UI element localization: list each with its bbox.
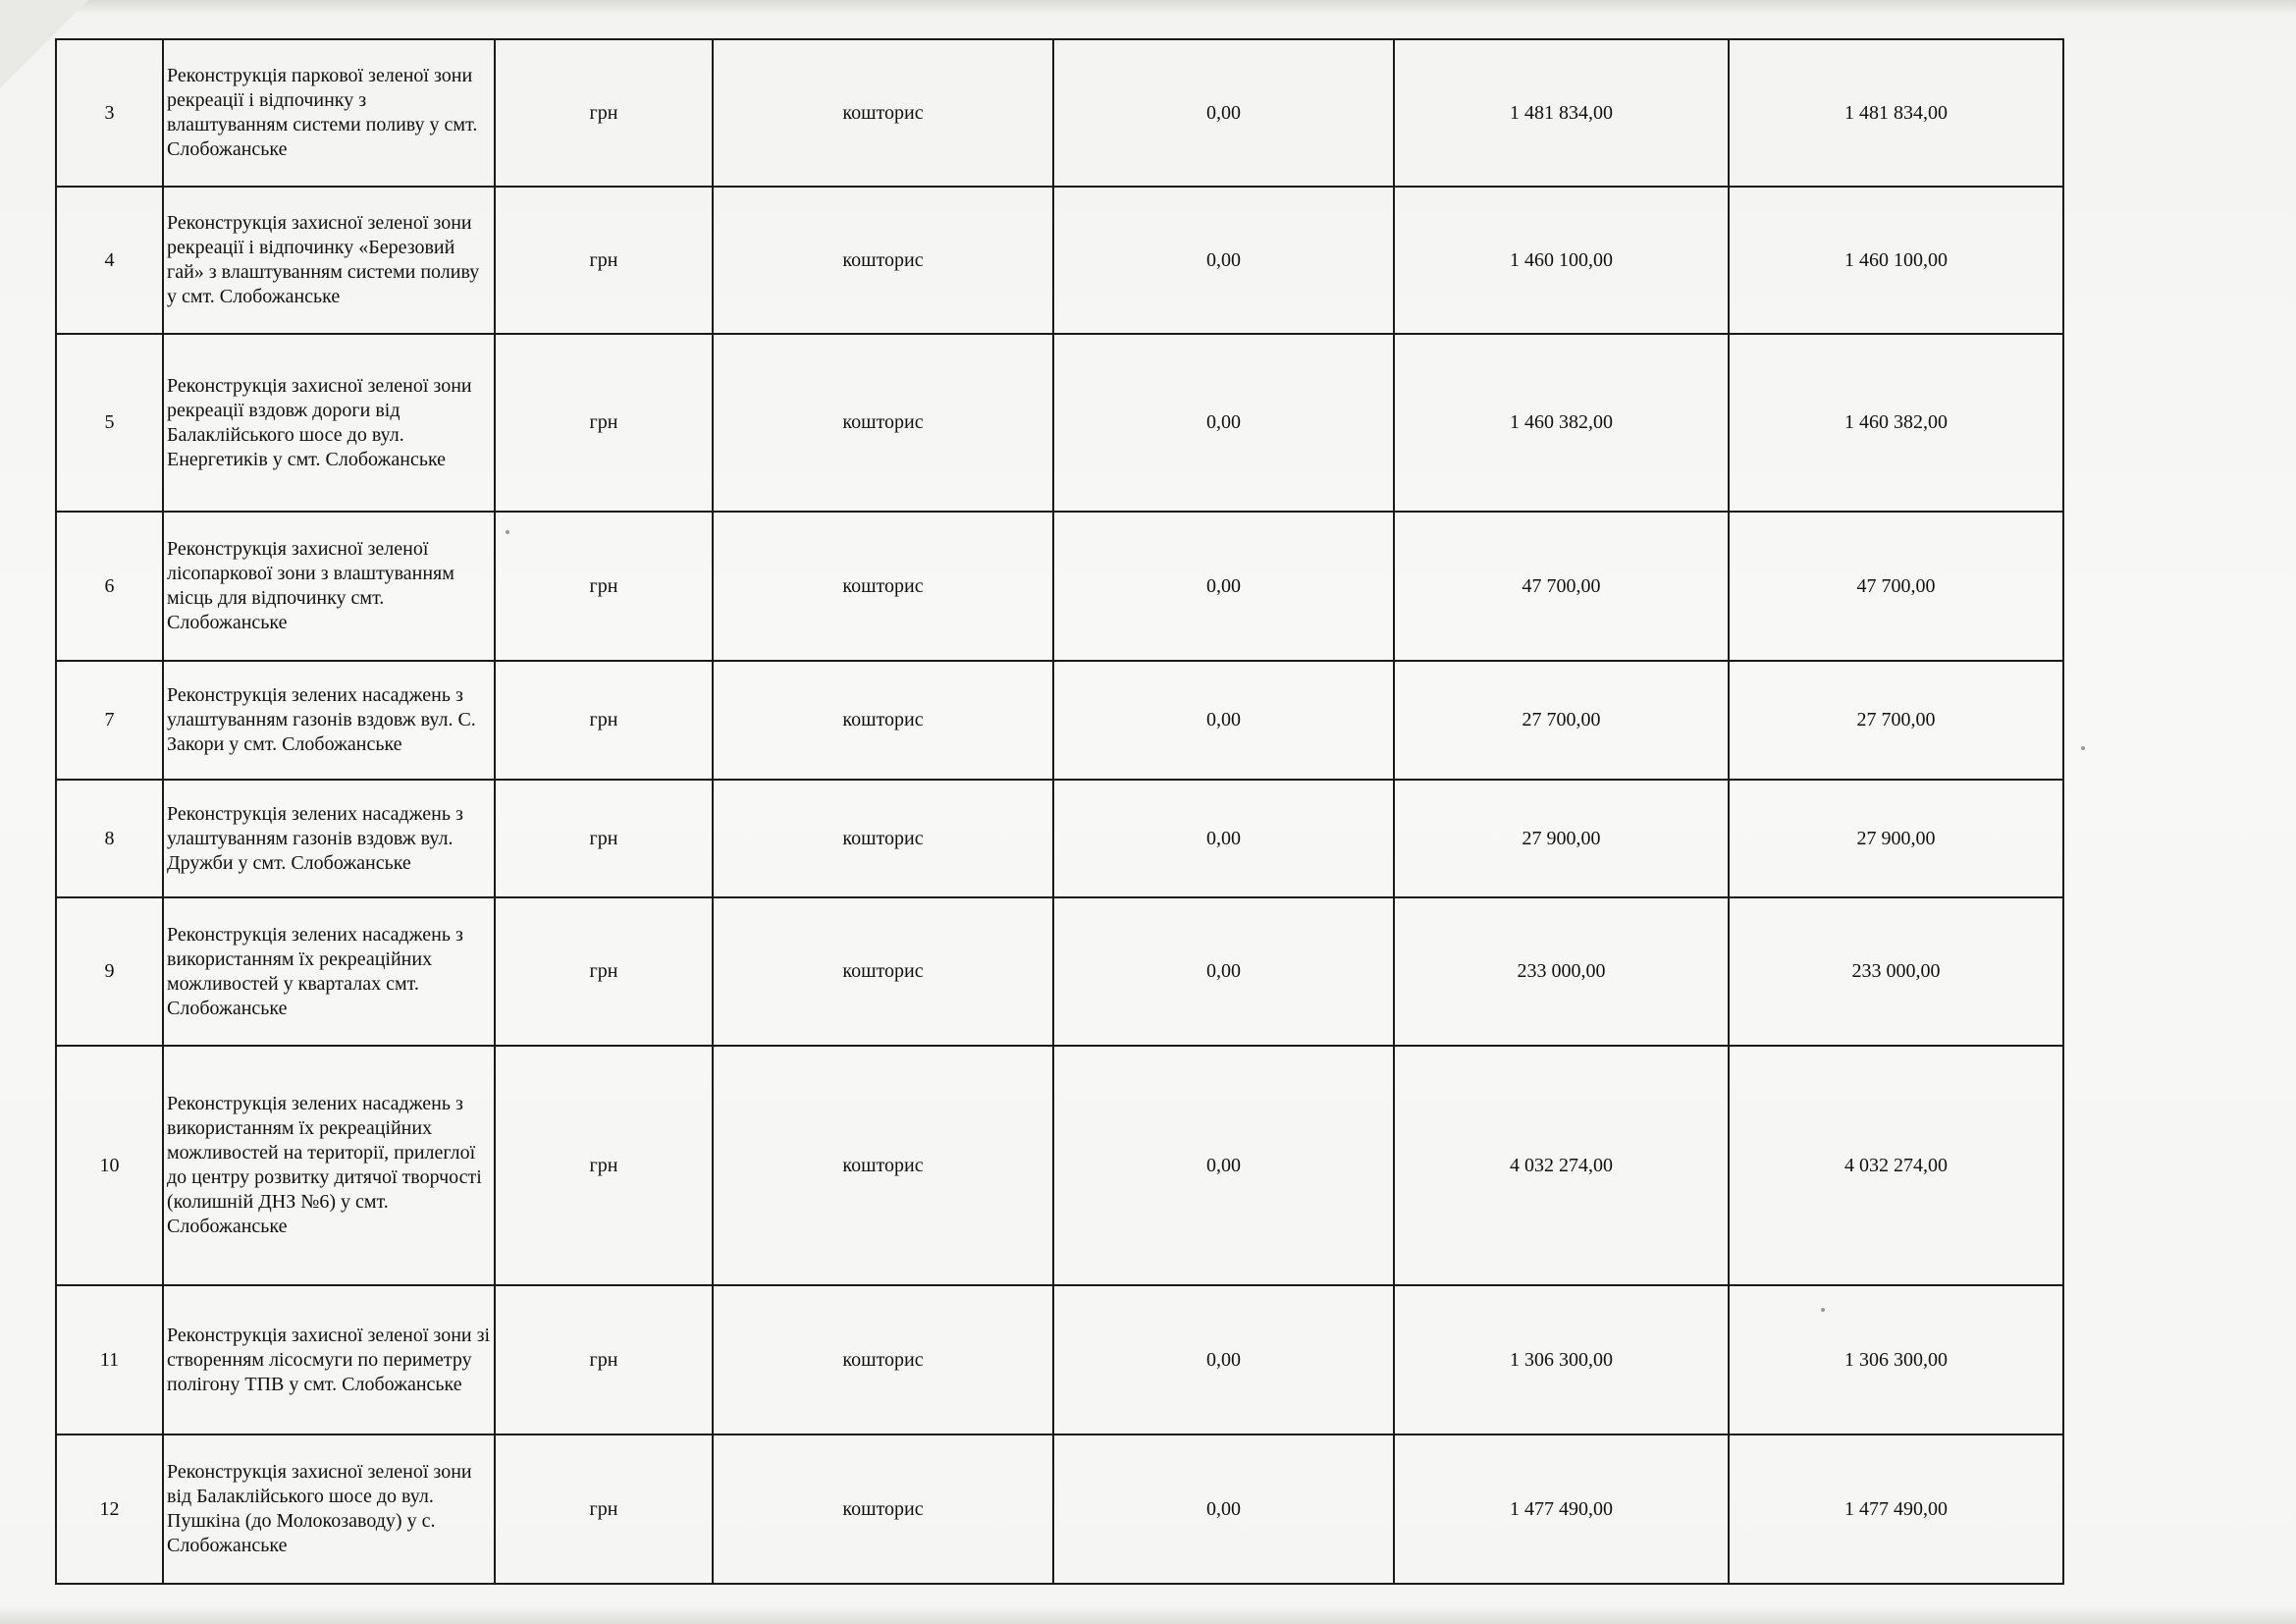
row-number: 6 <box>56 512 163 661</box>
scan-shadow-bottom <box>0 1606 2296 1624</box>
scan-shadow-top <box>0 0 2296 14</box>
unit-cell: грн <box>495 1435 713 1584</box>
base-value-cell: 0,00 <box>1053 187 1394 334</box>
plan-value-cell: 1 460 100,00 <box>1394 187 1729 334</box>
base-value-cell: 0,00 <box>1053 39 1394 187</box>
scan-speck <box>2081 746 2085 750</box>
measure-name: Реконструкція зелених насаджень з використанням їх рекреаційних можливостей у кварталах смт. Слобожанське <box>163 897 495 1046</box>
unit-cell: грн <box>495 1046 713 1285</box>
total-value-cell: 4 032 274,00 <box>1729 1046 2063 1285</box>
row-number: 9 <box>56 897 163 1046</box>
base-value-cell: 0,00 <box>1053 1435 1394 1584</box>
scan-speck <box>1821 1308 1825 1312</box>
total-value-cell: 1 460 100,00 <box>1729 187 2063 334</box>
unit-cell: грн <box>495 897 713 1046</box>
row-number: 11 <box>56 1285 163 1435</box>
source-cell: кошторис <box>713 1285 1053 1435</box>
source-cell: кошторис <box>713 661 1053 780</box>
unit-cell: грн <box>495 1285 713 1435</box>
table-row <box>56 897 2063 1046</box>
unit-cell: грн <box>495 39 713 187</box>
plan-value-cell: 4 032 274,00 <box>1394 1046 1729 1285</box>
source-cell: кошторис <box>713 1046 1053 1285</box>
measure-name: Реконструкція захисної зеленої зони рекреації вздовж дороги від Балаклійського шосе до вул. Енергетиків у смт. Слобожанське <box>163 334 495 512</box>
scan-speck <box>506 530 509 534</box>
table-row <box>56 1285 2063 1435</box>
total-value-cell: 233 000,00 <box>1729 897 2063 1046</box>
table-row <box>56 780 2063 897</box>
measure-name: Реконструкція зелених насаджень з улаштуванням газонів вздовж вул. Дружби у смт. Слобожанське <box>163 780 495 897</box>
budget-table <box>55 38 2064 1585</box>
base-value-cell: 0,00 <box>1053 512 1394 661</box>
table-row <box>56 661 2063 780</box>
unit-cell: грн <box>495 780 713 897</box>
source-cell: кошторис <box>713 334 1053 512</box>
plan-value-cell: 47 700,00 <box>1394 512 1729 661</box>
base-value-cell: 0,00 <box>1053 661 1394 780</box>
table-row <box>56 512 2063 661</box>
row-number: 5 <box>56 334 163 512</box>
plan-value-cell: 1 477 490,00 <box>1394 1435 1729 1584</box>
source-cell: кошторис <box>713 39 1053 187</box>
source-cell: кошторис <box>713 187 1053 334</box>
measure-name: Реконструкція захисної зеленої зони зі створенням лісосмуги по периметру полігону ТПВ у смт. Слобожанське <box>163 1285 495 1435</box>
base-value-cell: 0,00 <box>1053 780 1394 897</box>
row-number: 10 <box>56 1046 163 1285</box>
plan-value-cell: 233 000,00 <box>1394 897 1729 1046</box>
total-value-cell: 27 900,00 <box>1729 780 2063 897</box>
table-row <box>56 187 2063 334</box>
total-value-cell: 1 460 382,00 <box>1729 334 2063 512</box>
measure-name: Реконструкція зелених насаджень з використанням їх рекреаційних можливостей на території, прилеглої до центру розвитку дитячої творчості (колишній ДНЗ №6) у смт. Слобожанське <box>163 1046 495 1285</box>
source-cell: кошторис <box>713 512 1053 661</box>
table-row <box>56 39 2063 187</box>
row-number: 12 <box>56 1435 163 1584</box>
plan-value-cell: 27 900,00 <box>1394 780 1729 897</box>
row-number: 7 <box>56 661 163 780</box>
source-cell: кошторис <box>713 1435 1053 1584</box>
plan-value-cell: 1 306 300,00 <box>1394 1285 1729 1435</box>
measure-name: Реконструкція захисної зеленої зони від Балаклійського шосе до вул. Пушкіна (до Молокозаводу) у с. Слобожанське <box>163 1435 495 1584</box>
total-value-cell: 1 477 490,00 <box>1729 1435 2063 1584</box>
plan-value-cell: 1 481 834,00 <box>1394 39 1729 187</box>
plan-value-cell: 1 460 382,00 <box>1394 334 1729 512</box>
measure-name: Реконструкція захисної зеленої лісопаркової зони з влаштуванням місць для відпочинку смт. Слобожанське <box>163 512 495 661</box>
base-value-cell: 0,00 <box>1053 1046 1394 1285</box>
total-value-cell: 47 700,00 <box>1729 512 2063 661</box>
total-value-cell: 1 306 300,00 <box>1729 1285 2063 1435</box>
measure-name: Реконструкція паркової зеленої зони рекреації і відпочинку з влаштуванням системи поливу у смт. Слобожанське <box>163 39 495 187</box>
unit-cell: грн <box>495 334 713 512</box>
row-number: 3 <box>56 39 163 187</box>
base-value-cell: 0,00 <box>1053 1285 1394 1435</box>
total-value-cell: 1 481 834,00 <box>1729 39 2063 187</box>
measure-name: Реконструкція зелених насаджень з улаштуванням газонів вздовж вул. С. Закори у смт. Слобожанське <box>163 661 495 780</box>
base-value-cell: 0,00 <box>1053 897 1394 1046</box>
source-cell: кошторис <box>713 897 1053 1046</box>
row-number: 4 <box>56 187 163 334</box>
table-row <box>56 334 2063 512</box>
row-number: 8 <box>56 780 163 897</box>
unit-cell: грн <box>495 512 713 661</box>
unit-cell: грн <box>495 187 713 334</box>
unit-cell: грн <box>495 661 713 780</box>
plan-value-cell: 27 700,00 <box>1394 661 1729 780</box>
table-row <box>56 1435 2063 1584</box>
table-row <box>56 1046 2063 1285</box>
source-cell: кошторис <box>713 780 1053 897</box>
base-value-cell: 0,00 <box>1053 334 1394 512</box>
total-value-cell: 27 700,00 <box>1729 661 2063 780</box>
measure-name: Реконструкція захисної зеленої зони рекреації і відпочинку «Березовий гай» з влаштуванням системи поливу у смт. Слобожанське <box>163 187 495 334</box>
